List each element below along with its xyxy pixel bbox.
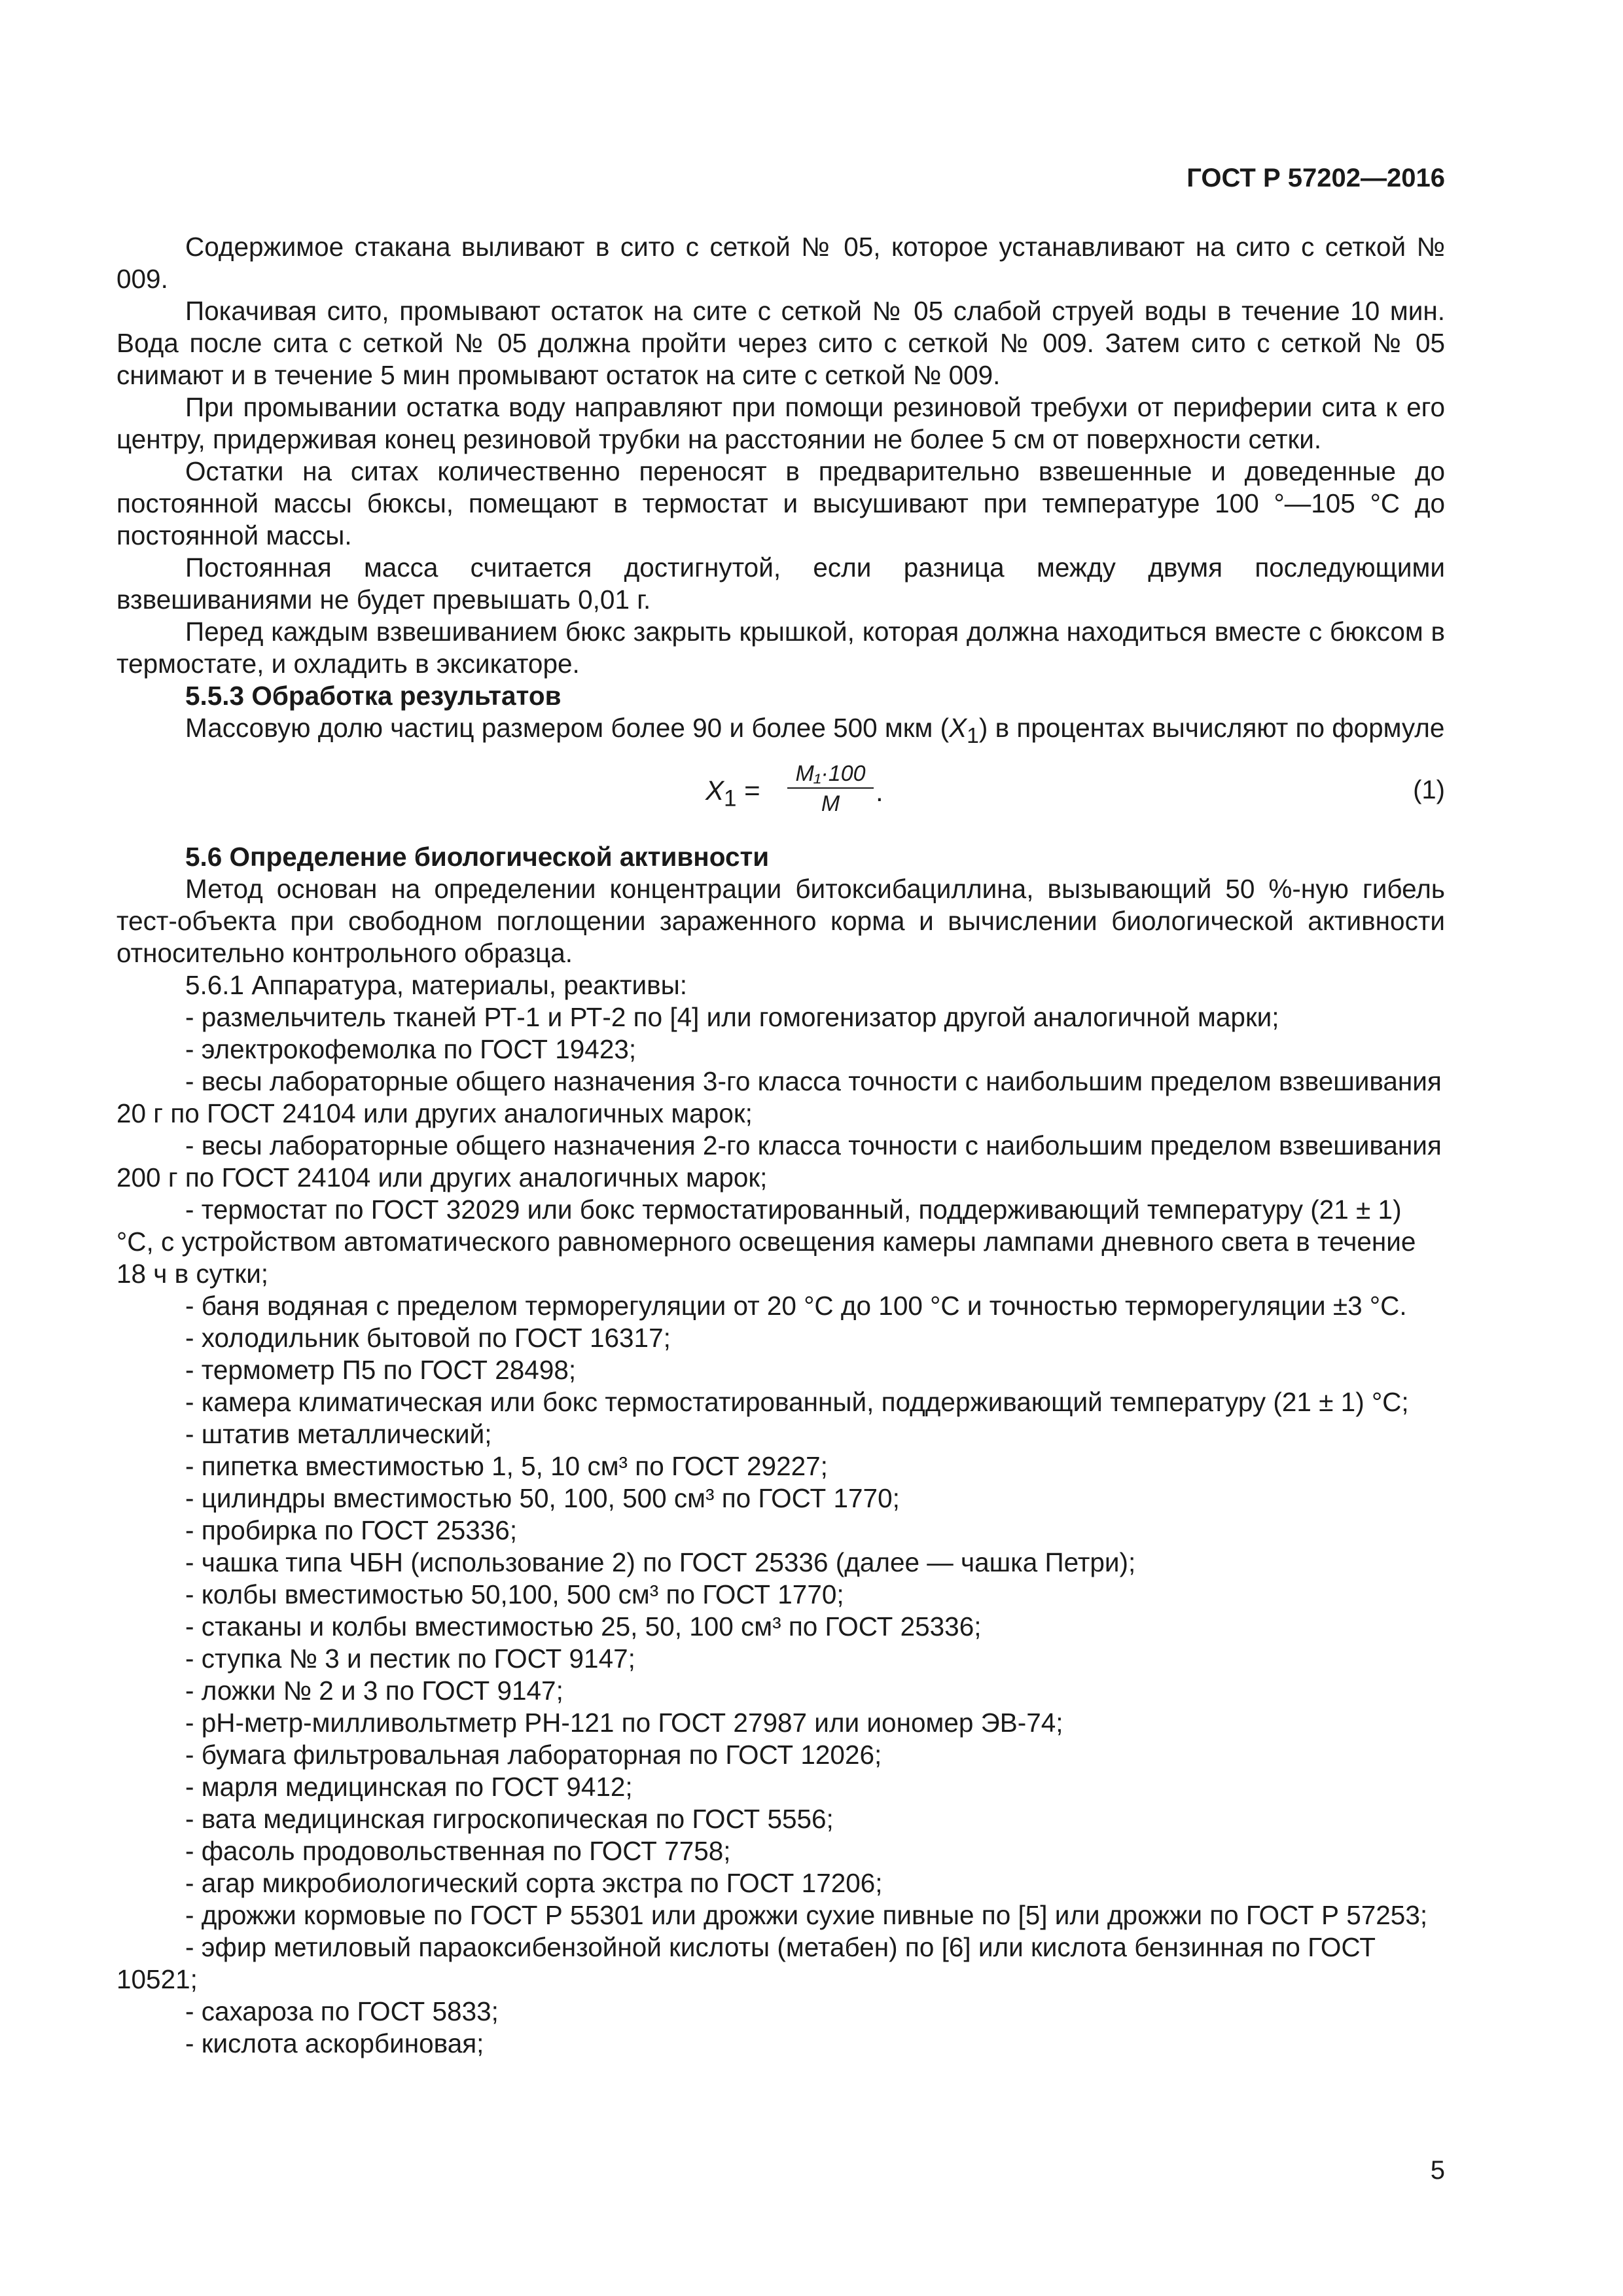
list-item: - стаканы и колбы вместимостью 25, 50, 100 см³ по ГОСТ 25336;	[185, 1611, 982, 1642]
formula-number: (1)	[1413, 776, 1445, 805]
list-item: - пипетка вместимостью 1, 5, 10 см³ по ГОСТ 29227;	[185, 1451, 828, 1482]
formula-numerator: M₁·100	[787, 760, 874, 789]
list-item: - холодильник бытовой по ГОСТ 16317;	[185, 1323, 671, 1354]
formula-subscript: 1	[724, 785, 737, 812]
list-item: - ступка № 3 и пестик по ГОСТ 9147;	[185, 1643, 635, 1674]
formula-symbol: X	[705, 775, 724, 806]
list-item: - пробирка по ГОСТ 25336;	[185, 1515, 518, 1546]
paragraph-formula-intro	[116, 712, 1445, 752]
list-item: - марля медицинская по ГОСТ 9412;	[185, 1772, 633, 1803]
formula-1	[116, 760, 1445, 825]
subsection-heading-5-6-1: 5.6.1 Аппаратура, материалы, реактивы:	[185, 970, 688, 1001]
paragraph: Перед каждым взвешиванием бюкс закрыть крышкой, которая должна находиться вместе с бюксом в термостате, и охладить в эксикаторе.	[116, 617, 1445, 679]
list-item: - кислота аскорбиновая;	[185, 2028, 484, 2059]
list-item: - чашка типа ЧБН (использование 2) по ГОСТ 25336 (далее — чашка Петри);	[185, 1547, 1136, 1578]
list-item: - колбы вместимостью 50,100, 500 см³ по ГОСТ 1770;	[185, 1579, 844, 1610]
symbol: X	[949, 713, 967, 743]
list-item: - рН-метр-милливольтметр РН-121 по ГОСТ 27987 или иономер ЭВ-74;	[185, 1708, 1063, 1738]
list-item: - камера климатическая или бокс термостатированный, поддерживающий температуру (21 ± 1) °С;	[185, 1387, 1409, 1418]
formula-lhs	[705, 774, 760, 814]
document-body	[116, 231, 1445, 2060]
formula-trailing: .	[876, 776, 883, 808]
section-heading-5-6: 5.6 Определение биологической активности	[185, 842, 770, 872]
paragraph: Покачивая сито, промывают остаток на сите с сеткой № 05 слабой струей воды в течение 10 мин. Вода после сита с сеткой № 05 должна пройти через сито с сеткой № 009. Затем сито с сеткой № 05 снимают и в течение 5 мин промывают остаток на сите с сеткой № 009.	[116, 296, 1445, 390]
list-item: - вата медицинская гигроскопическая по ГОСТ 5556;	[185, 1804, 834, 1835]
formula-equals: =	[744, 775, 760, 806]
list-item: - электрокофемолка по ГОСТ 19423;	[185, 1034, 637, 1065]
list-item: - весы лабораторные общего назначения 3-го класса точности с наибольшим пределом взвешивания 20 г по ГОСТ 24104 или других аналогичных марок;	[116, 1066, 1442, 1129]
list-item: - штатив металлический;	[185, 1419, 492, 1450]
paragraph: При промывании остатка воду направляют при помощи резиновой требухи от периферии сита к его центру, придерживая конец резиновой трубки на расстоянии не более 5 см от поверхности сетки.	[116, 392, 1445, 454]
formula-fraction	[787, 760, 874, 819]
text-segment: Массовую долю частиц размером более 90 и более 500 мкм (	[185, 713, 950, 743]
list-item: - фасоль продовольственная по ГОСТ 7758;	[185, 1836, 731, 1867]
paragraph: Метод основан на определении концентрации битоксибациллина, вызывающий 50 %-ную гибель тест-объекта при свободном поглощении зараженного корма и вычислении биологической активности относительно контрольного образца.	[116, 874, 1445, 969]
paragraph: Содержимое стакана выливают в сито с сеткой № 05, которое устанавливают на сито с сеткой № 009.	[116, 232, 1445, 294]
list-item: - весы лабораторные общего назначения 2-го класса точности с наибольшим пределом взвешивания 200 г по ГОСТ 24104 или других аналогичных марок;	[116, 1130, 1442, 1193]
list-item: - цилиндры вместимостью 50, 100, 500 см³ по ГОСТ 1770;	[185, 1483, 900, 1514]
list-item: - бумага фильтровальная лабораторная по ГОСТ 12026;	[185, 1740, 882, 1770]
list-item: - сахароза по ГОСТ 5833;	[185, 1996, 499, 2027]
list-item: - дрожжи кормовые по ГОСТ Р 55301 или дрожжи сухие пивные по [5] или дрожжи по ГОСТ Р 57253;	[185, 1900, 1428, 1931]
page-number: 5	[1430, 2156, 1445, 2185]
symbol-subscript: 1	[967, 723, 979, 749]
list-item: - агар микробиологический сорта экстра по ГОСТ 17206;	[185, 1868, 883, 1899]
formula-denominator: M	[821, 791, 840, 817]
list-item: - баня водяная с пределом терморегуляции от 20 °С до 100 °С и точностью терморегуляции ±3 °С.	[185, 1291, 1407, 1321]
list-item: - ложки № 2 и 3 по ГОСТ 9147;	[185, 1676, 563, 1706]
paragraph: Остатки на ситах количественно переносят в предварительно взвешенные и доведенные до постоянной массы бюксы, помещают в термостат и высушивают при температуре 100 °—105 °С до постоянной массы.	[116, 456, 1445, 550]
text-segment: ) в процентах вычисляют по формуле	[978, 713, 1445, 743]
paragraph: Постоянная масса считается достигнутой, если разница между двумя последующими взвешиваниями не будет превышать 0,01 г.	[116, 552, 1445, 615]
section-heading-5-5-3: 5.5.3 Обработка результатов	[185, 681, 562, 711]
list-item: - термостат по ГОСТ 32029 или бокс термостатированный, поддерживающий температуру (21 ± 1) °С, с устройством автоматического равномерного освещения камеры лампами дневного света в течение 18 ч в сутки;	[116, 1194, 1416, 1289]
list-item: - эфир метиловый параоксибензойной кислоты (метабен) по [6] или кислота бензинная по ГОСТ 10521;	[116, 1932, 1376, 1995]
list-item: - размельчитель тканей РТ-1 и РТ-2 по [4] или гомогенизатор другой аналогичной марки;	[185, 1002, 1279, 1033]
list-item: - термометр П5 по ГОСТ 28498;	[185, 1355, 577, 1386]
document-page	[116, 0, 1445, 2296]
document-header: ГОСТ Р 57202—2016	[1186, 164, 1445, 192]
